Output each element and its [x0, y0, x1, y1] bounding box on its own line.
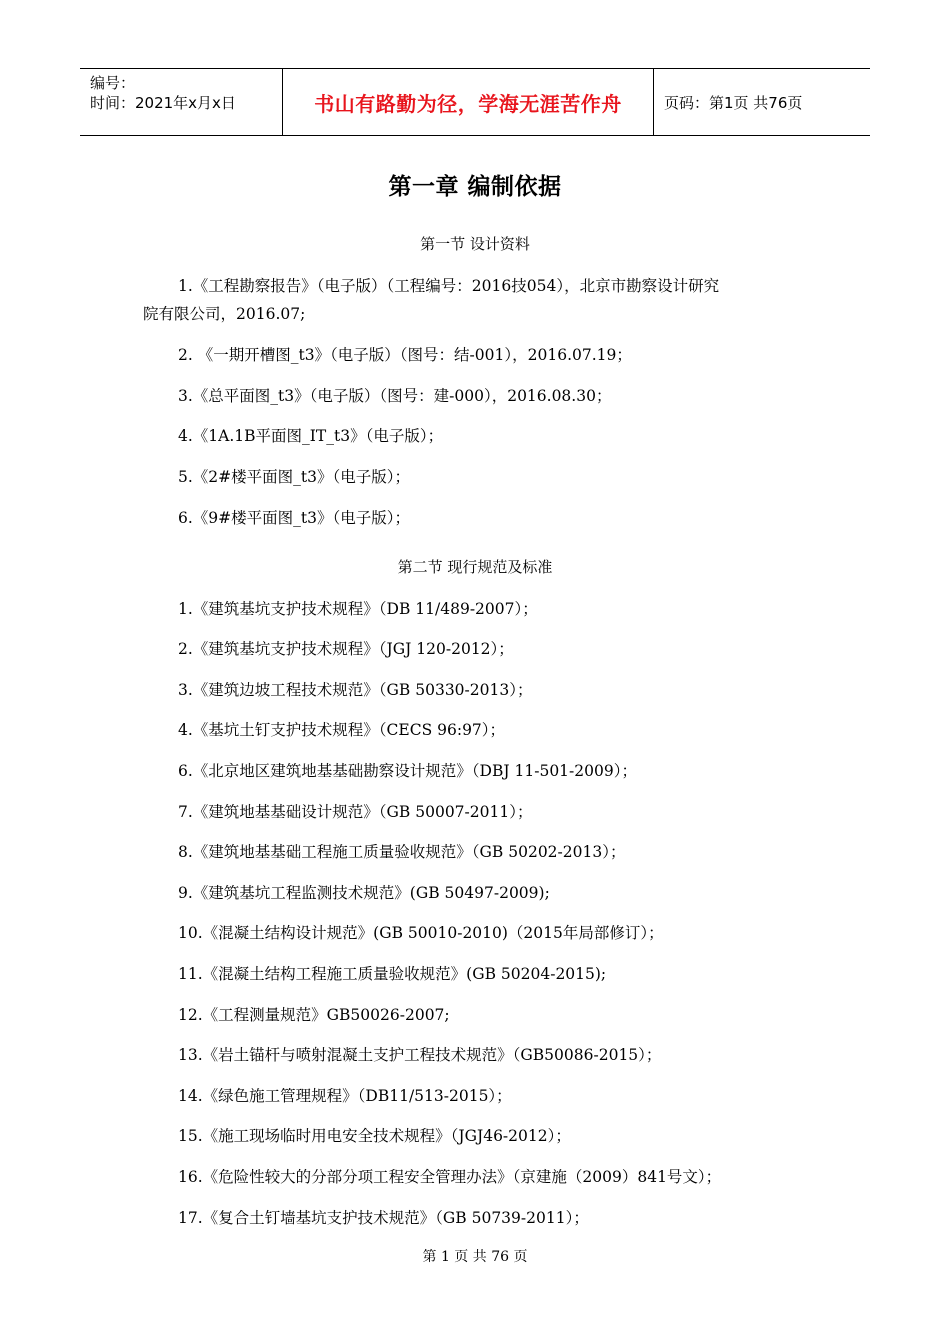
standard-item: 15.《施工现场临时用电安全技术规程》（JGJ46-2012）； [178, 1127, 571, 1145]
standard-item: 16.《危险性较大的分部分项工程安全管理办法》（京建施（2009）841号文）； [178, 1168, 722, 1186]
design-item: 5.《2#楼平面图_t3》（电子版）； [178, 468, 410, 486]
standard-item: 12.《工程测量规范》GB50026-2007; [178, 1006, 450, 1024]
document-number: 编号： [90, 74, 136, 92]
header-slogan: 书山有路勤为径，学海无涯苦作舟 [282, 69, 654, 135]
page-footer: 第 1 页 共 76 页 [422, 1249, 528, 1265]
design-item-continuation: 院有限公司，2016.07; [143, 305, 306, 323]
design-item: 3.《总平面图_t3》（电子版）（图号：建-000），2016.08.30； [178, 387, 612, 405]
header-page-info: 页码：第1页 共76页 [664, 93, 803, 112]
section-heading-design: 第一节 设计资料 [420, 235, 530, 253]
standard-item: 8.《建筑地基基础工程施工质量验收规范》（GB 50202-2013）； [178, 843, 626, 861]
standard-item: 3.《建筑边坡工程技术规范》（GB 50330-2013）； [178, 681, 533, 699]
design-item: 2. 《一期开槽图_t3》（电子版）（图号：结-001），2016.07.19； [178, 346, 632, 364]
standard-item: 14.《绿色施工管理规程》（DB11/513-2015）； [178, 1087, 512, 1105]
design-item: 1.《工程勘察报告》（电子版）（工程编号：2016技054），北京市勘察设计研究 [178, 277, 720, 295]
standard-item: 7.《建筑地基基础设计规范》（GB 50007-2011）； [178, 803, 533, 821]
standard-item: 9.《建筑基坑工程监测技术规范》(GB 50497-2009); [178, 884, 550, 902]
standard-item: 1.《建筑基坑支护技术规程》（DB 11/489-2007）； [178, 600, 538, 618]
section-heading-standards: 第二节 现行规范及标准 [397, 558, 553, 576]
standard-item: 17.《复合土钉墙基坑支护技术规范》（GB 50739-2011）； [178, 1209, 589, 1227]
design-item: 6.《9#楼平面图_t3》（电子版）； [178, 509, 410, 527]
header-meta [80, 69, 282, 135]
standard-item: 13.《岩土锚杆与喷射混凝土支护工程技术规范》（GB50086-2015）； [178, 1046, 662, 1064]
chapter-title: 第一章 编制依据 [388, 174, 562, 200]
standard-item: 6.《北京地区建筑地基基础勘察设计规范》（DBJ 11-501-2009）； [178, 762, 637, 780]
page-header [80, 68, 870, 136]
standard-item: 4.《基坑土钉支护技术规程》（CECS 96:97）； [178, 721, 506, 739]
design-item: 4.《1A.1B平面图_IT_t3》（电子版）； [178, 427, 444, 445]
standard-item: 10.《混凝土结构设计规范》(GB 50010-2010)（2015年局部修订）； [178, 924, 664, 942]
document-date: 时间：2021年x月x日 [90, 94, 236, 112]
standard-item: 11.《混凝土结构工程施工质量验收规范》(GB 50204-2015); [178, 965, 607, 983]
standard-item: 2.《建筑基坑支护技术规程》（JGJ 120-2012）； [178, 640, 514, 658]
